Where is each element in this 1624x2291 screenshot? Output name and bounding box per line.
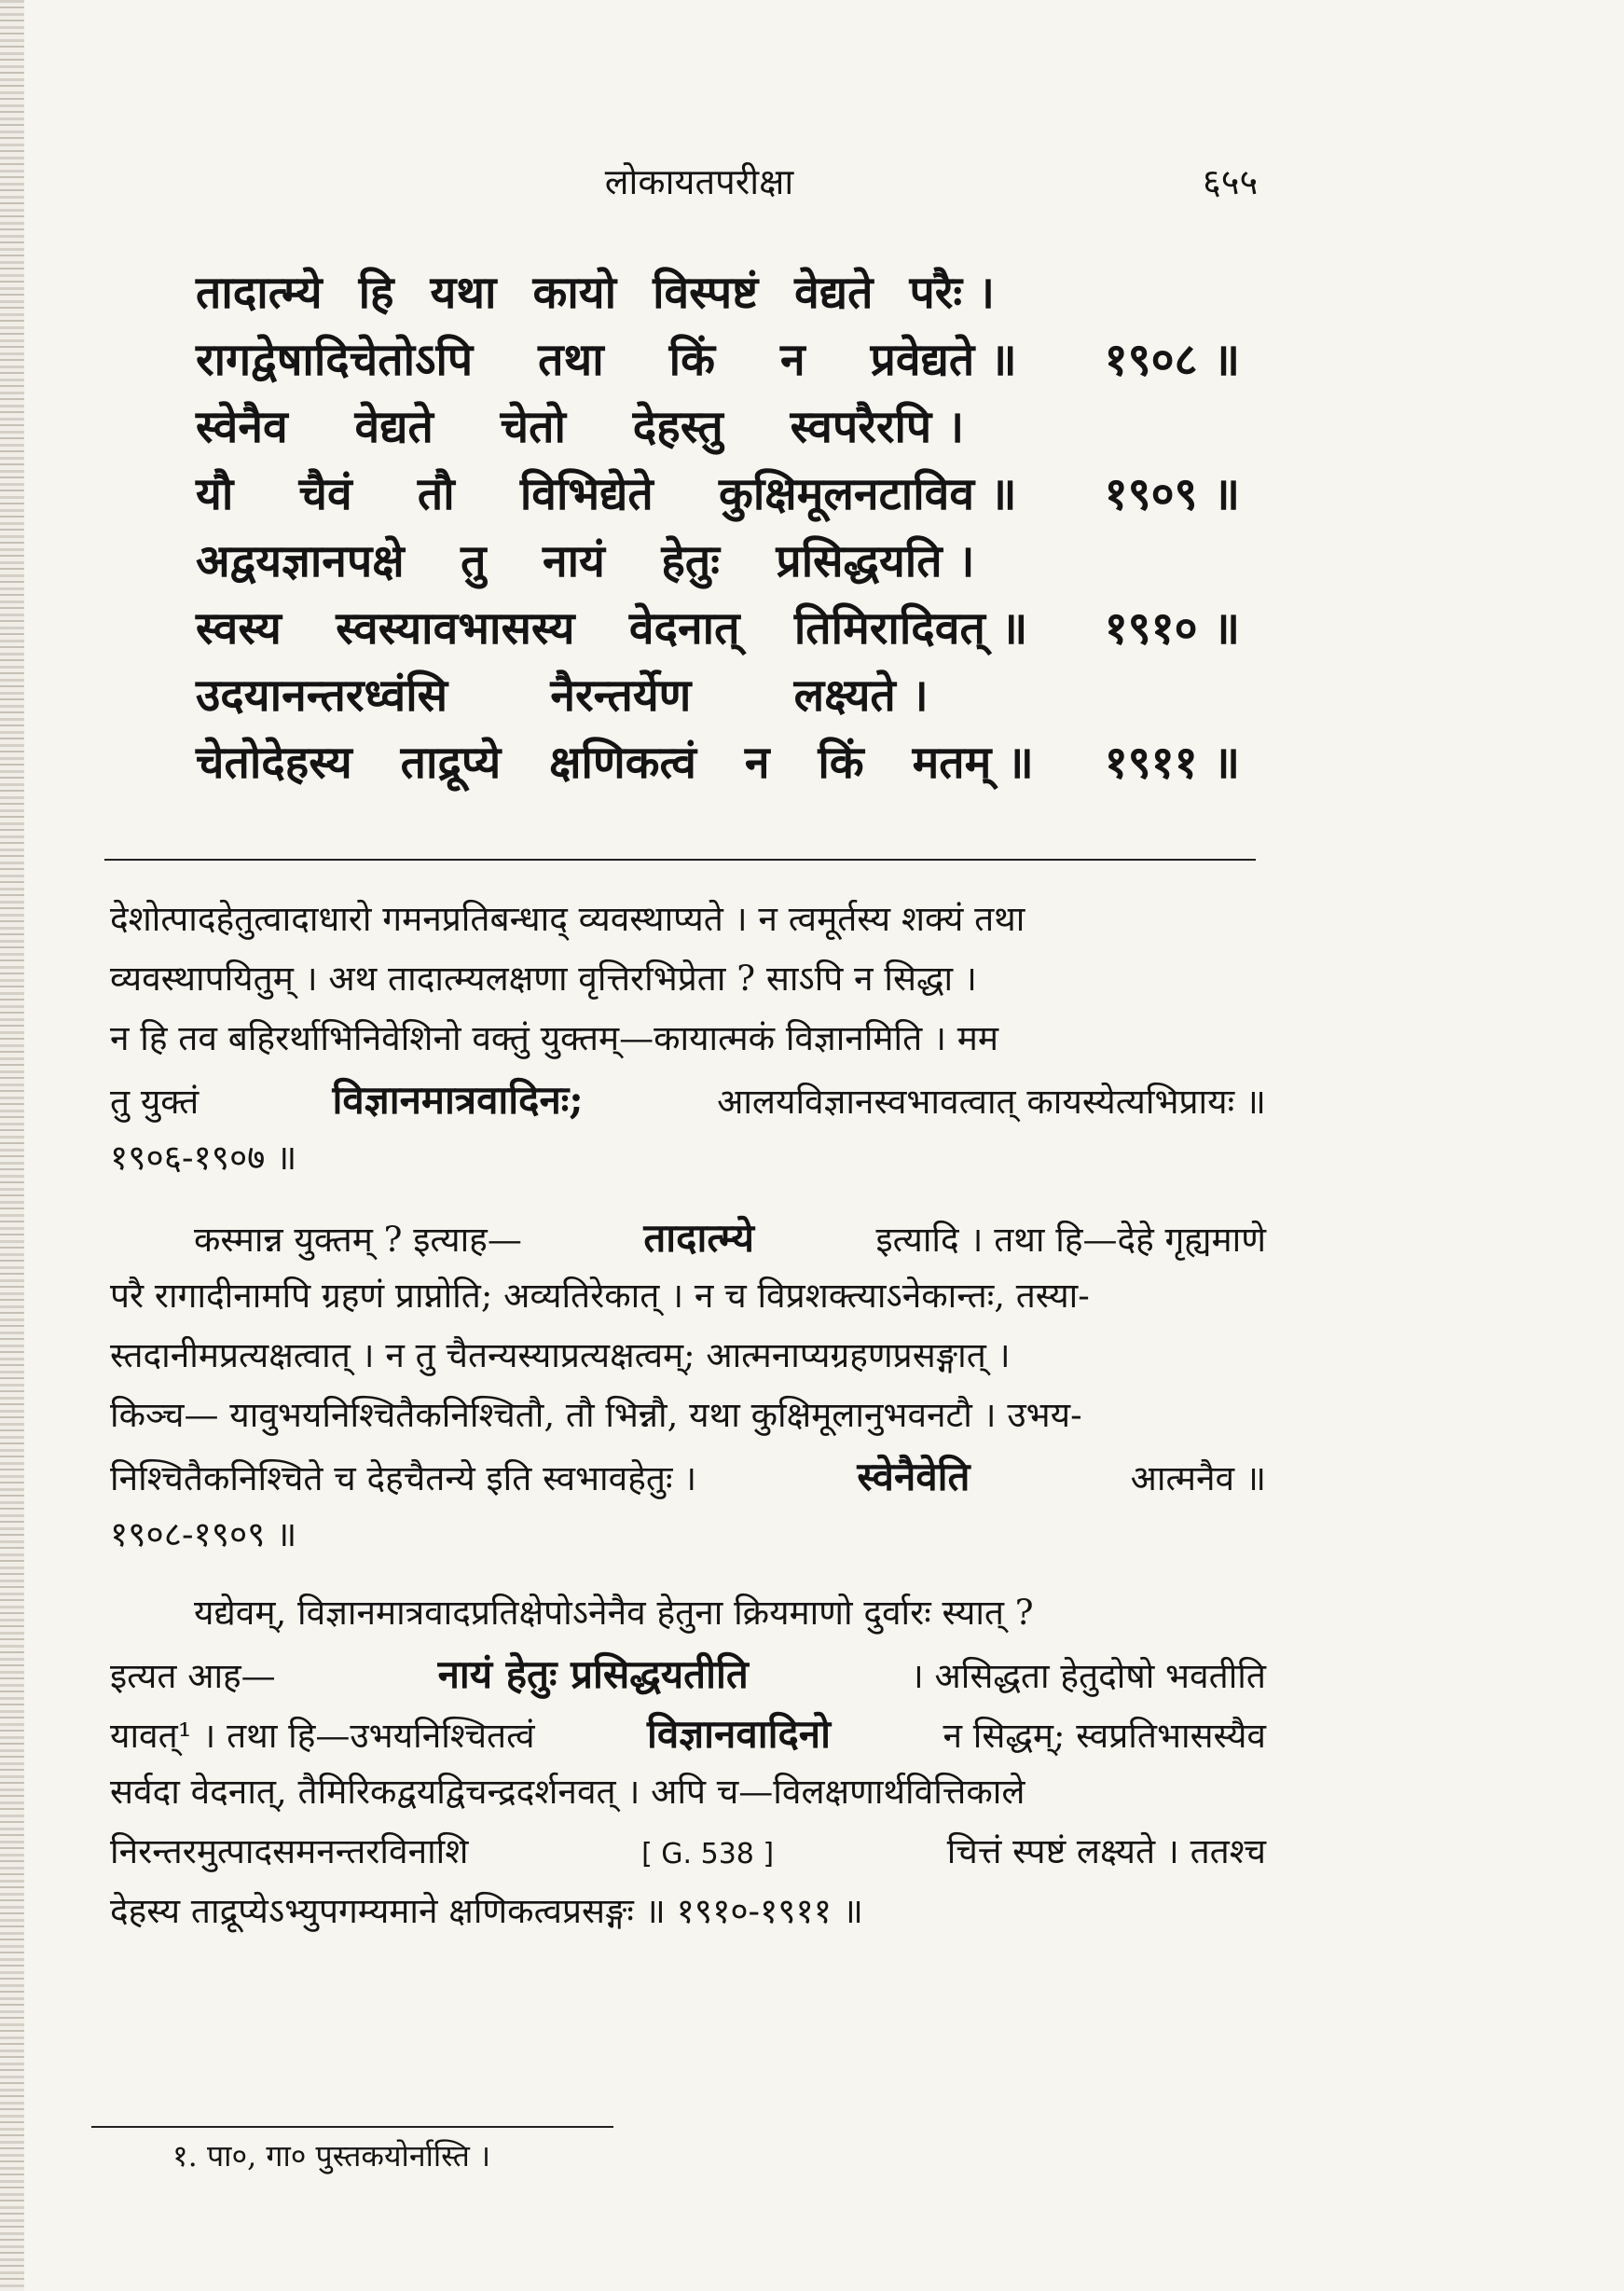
commentary-keyword: नायं हेतुः प्रसिद्धयतीति <box>437 1651 749 1697</box>
commentary-line: १९०८-१९०९ ॥ <box>110 1514 297 1554</box>
verse-word: चेतोदेहस्य <box>196 737 352 789</box>
verse-word: वेदनात् <box>628 602 740 655</box>
commentary-keyword: विज्ञानमात्रवादिनः; <box>332 1077 584 1123</box>
commentary-text: न सिद्धम्; स्वप्रतिभासस्यैव <box>943 1716 1266 1756</box>
verse-word: हि <box>358 267 394 319</box>
commentary-keyword: विज्ञानवादिनो <box>647 1711 831 1757</box>
verse-word: क्षणिकत्वं <box>549 737 696 789</box>
verse-word: विस्पष्टं <box>653 267 759 319</box>
verse-number: १९०८ ॥ <box>1104 334 1240 386</box>
commentary-block <box>110 893 1266 1945</box>
commentary-line: देशोत्पादहेतुत्वादाधारो गमनप्रतिबन्धाद् व्यवस्थाप्यते । न त्वमूर्तस्य शक्यं तथा <box>110 899 1025 939</box>
commentary-line: सर्वदा वेदनात्, तैमिरिकद्वयद्विचन्द्रदर्शनवत् । अपि च—विलक्षणार्थवित्तिकाले <box>110 1772 1025 1812</box>
commentary-keyword: स्वेनैवेति <box>857 1454 970 1499</box>
commentary-line: न हि तव बहिरर्थाभिनिवेशिनो वक्तुं युक्तम्—कायात्मकं विज्ञानमिति । मम <box>110 1018 999 1058</box>
verse-word: स्वेनैव <box>196 401 288 453</box>
verse-line <box>196 530 1240 597</box>
commentary-line: किञ्च— यावुभयनिश्चितैकनिश्चितौ, तौ भिन्नौ, यथा कुक्षिमूलानुभवनटौ । उभय- <box>110 1395 1082 1435</box>
commentary-text: इत्यत आह— <box>110 1656 276 1696</box>
commentary-line <box>110 1210 1266 1270</box>
commentary-line: व्यवस्थापयितुम् । अथ तादात्म्यलक्षणा वृत्तिरभिप्रेता ? साऽपि न सिद्धा । <box>110 959 977 999</box>
commentary-line: यद्येवम्, विज्ञानमात्रवादप्रतिक्षेपोऽनेनैव हेतुना क्रियमाणो दुर्वारः स्यात् ? <box>194 1593 1034 1633</box>
verse-word: नायं <box>542 535 605 587</box>
footnote-divider-rule <box>91 2126 613 2128</box>
verse-word: प्रवेद्यते ॥ <box>870 334 1017 386</box>
verse-number: १९११ ॥ <box>1104 737 1240 789</box>
verse-word: वेद्यते <box>354 401 434 453</box>
commentary-text: । असिद्धता हेतुदोषो भवतीति <box>910 1656 1266 1696</box>
verse-number: १९१० ॥ <box>1104 602 1240 655</box>
commentary-line: देहस्य ताद्रूप्येऽभ्युपगम्यमाने क्षणिकत्वप्रसङ्गः ॥ १९१०-१९११ ॥ <box>110 1891 863 1931</box>
verse-word: विभिद्येते <box>519 468 654 520</box>
commentary-keyword: तादात्म्ये <box>643 1215 754 1261</box>
verse-line <box>196 664 1240 731</box>
verse-word: कुक्षिमूलनटाविव ॥ <box>718 468 1017 520</box>
verse-word: तादात्म्ये <box>196 267 323 319</box>
verse-word: मतम् ॥ <box>912 737 1034 789</box>
verse-word: स्वस्य <box>196 602 282 655</box>
verse-word: कायो <box>532 267 617 319</box>
commentary-line <box>110 1072 1266 1132</box>
verse-word: किं <box>668 334 715 386</box>
verse-word: चेतो <box>500 401 566 453</box>
verse-line <box>196 261 1240 328</box>
footnote: १. पा०, गा० पुस्तकयोर्नास्ति । <box>172 2138 491 2174</box>
page-header <box>0 157 1624 213</box>
verse-word: वेद्यते <box>794 267 874 319</box>
commentary-text: इत्यादि । तथा हि—देहे गृह्यमाणे <box>875 1220 1266 1260</box>
verse-line <box>196 731 1240 798</box>
commentary-text: यावत्¹ । तथा हि—उभयनिश्चितत्वं <box>110 1716 535 1756</box>
verse-word: देहस्तु <box>632 401 723 453</box>
verse-word: स्वपरैरपि । <box>790 401 965 453</box>
verse-word: रागद्वेषादिचेतोऽपि <box>196 334 474 386</box>
verse-word: लक्ष्यते । <box>793 669 929 722</box>
verse-word: स्वस्यावभासस्य <box>336 602 575 655</box>
verse-word: प्रसिद्धयति । <box>776 535 975 587</box>
verse-word: यौ <box>196 468 234 520</box>
commentary-line <box>110 1826 1266 1885</box>
verse-word: उदयानन्तरध्वंसि <box>196 669 448 722</box>
verse-word: नैरन्तर्येण <box>550 669 692 722</box>
verse-line <box>196 395 1240 462</box>
commentary-text: चित्तं स्पष्टं लक्ष्यते । ततश्च <box>946 1831 1266 1871</box>
commentary-text: आत्मनैव ॥ <box>1130 1458 1266 1498</box>
commentary-line: १९०६-१९०७ ॥ <box>110 1138 297 1178</box>
verse-word: तथा <box>538 334 604 386</box>
verse-word: अद्वयज्ञानपक्षे <box>196 535 405 587</box>
page-number: ६५५ <box>1203 161 1259 202</box>
verse-line <box>196 328 1240 395</box>
commentary-text: तु युक्तं <box>110 1082 200 1122</box>
commentary-text: निश्चितैकनिश्चिते च देहचैतन्ये इति स्वभावहेतुः । <box>110 1458 697 1498</box>
page-reference: [ G. 538 ] <box>641 1838 775 1870</box>
commentary-line: स्तदानीमप्रत्यक्षत्वात् । न तु चैतन्यस्याप्रत्यक्षत्वम्; आत्मनाप्यग्रहणप्रसङ्गात् । <box>110 1335 1011 1375</box>
verse-word: परैः । <box>909 267 995 319</box>
verse-word: तु <box>461 535 487 587</box>
verse-word: यथा <box>430 267 497 319</box>
commentary-text: कस्मान्न युक्तम् ? इत्याह— <box>194 1220 522 1260</box>
verse-word: न <box>744 737 770 789</box>
verse-word: न <box>779 334 805 386</box>
verse-line <box>196 597 1240 664</box>
commentary-line <box>110 1449 1266 1509</box>
verse-divider-rule <box>104 859 1256 861</box>
verse-word: तौ <box>417 468 455 520</box>
commentary-text: आलयविज्ञानस्वभावत्वात् कायस्येत्यभिप्रायः ॥ <box>717 1082 1266 1122</box>
verse-word: चैवं <box>298 468 352 520</box>
page-binding-edge <box>0 0 24 2291</box>
verse-word: किं <box>818 737 864 789</box>
commentary-text: निरन्तरमुत्पादसमनन्तरविनाशि <box>110 1831 469 1871</box>
verse-word: ताद्रूप्ये <box>400 737 502 789</box>
verse-number: १९०९ ॥ <box>1104 468 1240 520</box>
verse-line <box>196 462 1240 530</box>
verse-word: हेतुः <box>661 535 720 587</box>
verse-block <box>196 261 1240 798</box>
running-title: लोकायतपरीक्षा <box>604 161 794 202</box>
commentary-line <box>110 1706 1266 1766</box>
verse-word: तिमिरादिवत् ॥ <box>793 602 1028 655</box>
commentary-line: परै रागादीनामपि ग्रहणं प्राप्नोति; अव्यतिरेकात् । न च विप्रशक्त्याऽनेकान्तः, तस्या- <box>110 1276 1090 1316</box>
commentary-line <box>110 1647 1266 1706</box>
